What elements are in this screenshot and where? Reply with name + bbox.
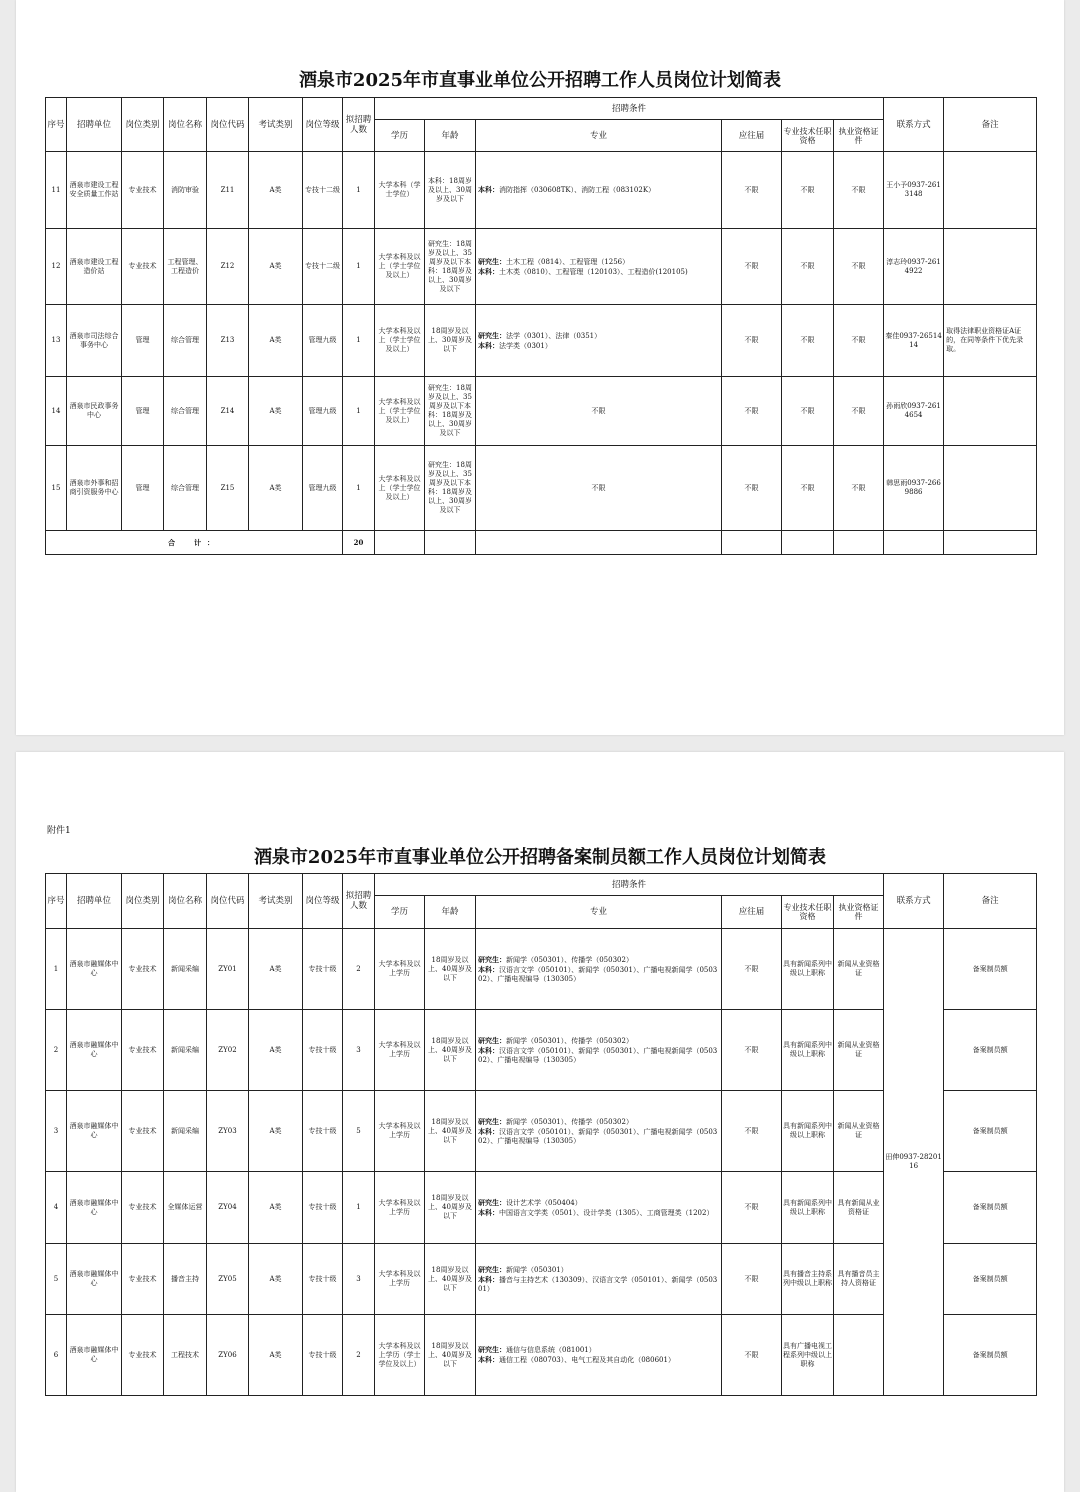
- cell-seq: 13: [46, 305, 67, 377]
- cell-seq: 1: [46, 929, 67, 1010]
- header-exam-type: 考试类别: [249, 874, 303, 929]
- cell-cert: 具有播音员主持人资格证: [834, 1244, 884, 1315]
- cell-exam-type: A类: [249, 446, 303, 531]
- cell-seq: 2: [46, 1010, 67, 1091]
- major-list: 中国语言文学类（0501）、设计学类（1305）、工商管理类（1202）: [499, 1208, 714, 1217]
- cell-title-qual: 具有新闻系列中级以上职称: [782, 929, 834, 1010]
- header-post-name: 岗位名称: [164, 98, 207, 152]
- cell-contact: 秦佳0937-2651414: [884, 305, 944, 377]
- cell-unit: 酒泉市建设工程安全质量工作站: [67, 152, 122, 229]
- cell-unit: 酒泉市融媒体中心: [67, 1091, 122, 1172]
- cell-count: 3: [343, 1010, 375, 1091]
- header-contact: 联系方式: [884, 874, 944, 929]
- cell-seq: 14: [46, 377, 67, 446]
- header-education: 学历: [375, 896, 425, 929]
- cell-age: 18周岁及以上、40周岁及以下: [425, 1010, 476, 1091]
- cell-age: 18周岁及以上、40周岁及以下: [425, 1172, 476, 1244]
- major-line: [478, 1198, 720, 1208]
- major-list: 新闻学（050301）、传播学（050302）: [506, 1117, 633, 1126]
- cell-post-code: ZY02: [207, 1010, 249, 1091]
- cell-remark: 备案制员额: [944, 1315, 1037, 1396]
- cell-count: 1: [343, 152, 375, 229]
- cell-age: 18周岁及以上、30周岁及以下: [425, 305, 476, 377]
- cell-exam-type: A类: [249, 1315, 303, 1396]
- cell-post-code: ZY05: [207, 1244, 249, 1315]
- cell-education: 大学本科及以上（学士学位及以上）: [375, 229, 425, 305]
- cell-cert: 不限: [834, 377, 884, 446]
- cell-contact: 韩思雨0937-2669886: [884, 446, 944, 531]
- cell-age: 18周岁及以上、40周岁及以下: [425, 929, 476, 1010]
- cell-grade: 专技十级: [303, 1315, 343, 1396]
- cell-fresh: 不限: [722, 1091, 782, 1172]
- page-title-2: 酒泉市2025年市直事业单位公开招聘备案制员额工作人员岗位计划简表: [253, 847, 827, 868]
- cell-education: 大学本科（学士学位）: [375, 152, 425, 229]
- major-line: [478, 267, 720, 277]
- cell-count: 1: [343, 305, 375, 377]
- cell-post-name: 综合管理: [164, 305, 207, 377]
- cell-education: 大学本科及以上学历: [375, 929, 425, 1010]
- major-list: 新闻学（050301）、传播学（050302）: [506, 1036, 633, 1045]
- header-cert: 执业资格证件: [834, 896, 884, 929]
- cell-category: 专业技术: [122, 1091, 164, 1172]
- cell-contact: 王小予0937-2613148: [884, 152, 944, 229]
- cell-title-qual: 具有广播电视工程系列中级以上职称: [782, 1315, 834, 1396]
- major-line: [478, 1275, 720, 1294]
- header-grade: 岗位等级: [303, 98, 343, 152]
- cell-exam-type: A类: [249, 929, 303, 1010]
- cell-exam-type: A类: [249, 1244, 303, 1315]
- cell-remark: 备案制员额: [944, 1244, 1037, 1315]
- major-line: [478, 955, 720, 965]
- cell-category: 管理: [122, 446, 164, 531]
- cell-major: [476, 229, 722, 305]
- cell-fresh: 不限: [722, 305, 782, 377]
- cell-education: 大学本科及以上学历: [375, 1010, 425, 1091]
- total-count: 20: [343, 531, 375, 555]
- header-age: 年龄: [425, 120, 476, 152]
- cell-fresh: 不限: [722, 229, 782, 305]
- cell-major: [476, 305, 722, 377]
- table-row: [46, 929, 1037, 1010]
- cell-count: 1: [343, 229, 375, 305]
- cell-title-qual: 具有播音主持系列中级以上职称: [782, 1244, 834, 1315]
- cell-cert: 不限: [834, 229, 884, 305]
- table-row: [46, 229, 1037, 305]
- cell-category: 专业技术: [122, 1172, 164, 1244]
- cell-post-code: ZY03: [207, 1091, 249, 1172]
- cell-post-code: ZY04: [207, 1172, 249, 1244]
- cell-age: 本科：18周岁及以上、30周岁及以下: [425, 152, 476, 229]
- header-fresh: 应往届: [722, 896, 782, 929]
- cell-category: 专业技术: [122, 1315, 164, 1396]
- cell-post-name: 播音主持: [164, 1244, 207, 1315]
- cell-remark: [944, 446, 1037, 531]
- cell-category: 专业技术: [122, 929, 164, 1010]
- cell-grade: 专技十级: [303, 1244, 343, 1315]
- major-degree-label: 本科：: [478, 1126, 499, 1136]
- cell-post-name: 新闻采编: [164, 1010, 207, 1091]
- cell-count: 1: [343, 446, 375, 531]
- major-line: [478, 257, 720, 267]
- cell-seq: 5: [46, 1244, 67, 1315]
- cell-remark: 取得法律职业资格证A证的，在同等条件下优先录取。: [944, 305, 1037, 377]
- cell-unit: 酒泉市融媒体中心: [67, 1172, 122, 1244]
- cell-post-code: Z12: [207, 229, 249, 305]
- major-degree-label: 研究生：: [478, 1345, 506, 1354]
- cell-unit: 酒泉市外事和招商引资服务中心: [67, 446, 122, 531]
- cell-post-name: 综合管理: [164, 377, 207, 446]
- cell-grade: 管理九级: [303, 305, 343, 377]
- major-degree-label: 本科：: [478, 340, 499, 350]
- major-degree-label: 本科：: [478, 1207, 499, 1217]
- header-seq: 序号: [46, 98, 67, 152]
- header-category: 岗位类别: [122, 874, 164, 929]
- cell-exam-type: A类: [249, 1172, 303, 1244]
- cell-title-qual: 不限: [782, 229, 834, 305]
- major-list: 土木工程（0814）、工程管理（1256）: [506, 257, 630, 266]
- cell-title-qual: 具有新闻系列中级以上职称: [782, 1091, 834, 1172]
- header-category: 岗位类别: [122, 98, 164, 152]
- major-line: [478, 1265, 720, 1275]
- header-conditions: 招聘条件: [375, 98, 884, 120]
- cell-title-qual: 具有新闻系列中级以上职称: [782, 1172, 834, 1244]
- cell-cert: 新闻从业资格证: [834, 1010, 884, 1091]
- header-remark: 备注: [944, 98, 1037, 152]
- cell-age: 研究生：18周岁及以上、35周岁及以下本科：18周岁及以上、30周岁及以下: [425, 377, 476, 446]
- cell-age: 研究生：18周岁及以上、35周岁及以下本科：18周岁及以上、30周岁及以下: [425, 446, 476, 531]
- total-row: [46, 531, 1037, 555]
- cell-unit: 酒泉市融媒体中心: [67, 929, 122, 1010]
- major-list: 汉语言文学（050101）、新闻学（050301）、广播电视新闻学（050302）、广播电视编导（130305）: [478, 1127, 718, 1145]
- cell-unit: 酒泉市融媒体中心: [67, 1010, 122, 1091]
- header-unit: 招聘单位: [67, 874, 122, 929]
- major-line: [478, 1345, 720, 1355]
- header-unit: 招聘单位: [67, 98, 122, 152]
- cell-fresh: 不限: [722, 1010, 782, 1091]
- major-line: [478, 331, 720, 341]
- cell-post-code: Z13: [207, 305, 249, 377]
- document-page-2: [16, 752, 1064, 1492]
- cell-cert: 新闻从业资格证: [834, 929, 884, 1010]
- cell-major: [476, 152, 722, 229]
- cell-category: 管理: [122, 377, 164, 446]
- major-list: 土木类（0810）、工程管理（120103）、工程造价(120105): [499, 267, 688, 276]
- header-post-code: 岗位代码: [207, 874, 249, 929]
- header-age: 年龄: [425, 896, 476, 929]
- cell-unit: 酒泉市融媒体中心: [67, 1244, 122, 1315]
- cell-major: [476, 1172, 722, 1244]
- cell-post-name: 工程管理、工程造价: [164, 229, 207, 305]
- cell-major: [476, 1091, 722, 1172]
- cell-grade: 管理九级: [303, 446, 343, 531]
- major-degree-label: 研究生：: [478, 1197, 506, 1207]
- cell-grade: 专技十二级: [303, 152, 343, 229]
- header-fresh: 应往届: [722, 120, 782, 152]
- cell-post-code: ZY01: [207, 929, 249, 1010]
- header-row-1: [46, 874, 1037, 896]
- major-list: 汉语言文学（050101）、新闻学（050301）、广播电视新闻学（050302）、广播电视编导（130305）: [478, 1046, 718, 1064]
- cell-remark: 备案制员额: [944, 1010, 1037, 1091]
- cell-count: 5: [343, 1091, 375, 1172]
- cell-exam-type: A类: [249, 152, 303, 229]
- cell-post-code: ZY06: [207, 1315, 249, 1396]
- cell-cert: [834, 1315, 884, 1396]
- cell-post-name: 综合管理: [164, 446, 207, 531]
- cell-remark: 备案制员额: [944, 1091, 1037, 1172]
- page-title: 酒泉市2025年市直事业单位公开招聘工作人员岗位计划简表: [298, 70, 782, 91]
- major-degree-label: 研究生：: [478, 1035, 506, 1045]
- cell-age: 18周岁及以上、40周岁及以下: [425, 1315, 476, 1396]
- header-exam-type: 考试类别: [249, 98, 303, 152]
- major-line: [478, 341, 720, 351]
- major-degree-label: 本科：: [478, 964, 499, 974]
- major-line: [478, 965, 720, 984]
- cell-major: [476, 1244, 722, 1315]
- major-list: 通信与信息系统（081001）: [506, 1346, 596, 1354]
- cell-post-name: 消防审验: [164, 152, 207, 229]
- header-title-qual: 专业技术任职资格: [782, 896, 834, 929]
- cell-unit: 酒泉市建设工程造价站: [67, 229, 122, 305]
- major-line: [478, 185, 720, 195]
- cell-count: 1: [343, 1172, 375, 1244]
- cell-fresh: 不限: [722, 929, 782, 1010]
- cell-category: 管理: [122, 305, 164, 377]
- major-line: [478, 1127, 720, 1146]
- cell-fresh: 不限: [722, 1244, 782, 1315]
- major-degree-label: 本科：: [478, 266, 499, 276]
- cell-category: 专业技术: [122, 152, 164, 229]
- header-cert: 执业资格证件: [834, 120, 884, 152]
- cell-remark: [944, 229, 1037, 305]
- cell-exam-type: A类: [249, 1010, 303, 1091]
- major-line: [478, 1355, 720, 1365]
- cell-grade: 专技十级: [303, 1172, 343, 1244]
- cell-fresh: 不限: [722, 1172, 782, 1244]
- cell-exam-type: A类: [249, 229, 303, 305]
- cell-major: [476, 1010, 722, 1091]
- position-plan-table: [45, 97, 1037, 555]
- cell-education: 大学本科及以上（学士学位及以上）: [375, 305, 425, 377]
- cell-education: 大学本科及以上学历: [375, 1091, 425, 1172]
- cell-seq: 12: [46, 229, 67, 305]
- cell-seq: 15: [46, 446, 67, 531]
- cell-exam-type: A类: [249, 377, 303, 446]
- major-degree-label: 研究生：: [478, 1116, 506, 1126]
- cell-category: 专业技术: [122, 229, 164, 305]
- cell-unit: 酒泉市民政事务中心: [67, 377, 122, 446]
- cell-post-code: Z14: [207, 377, 249, 446]
- cell-count: 2: [343, 1315, 375, 1396]
- major-line: [478, 1036, 720, 1046]
- cell-cert: 不限: [834, 305, 884, 377]
- major-degree-label: 本科：: [478, 1274, 499, 1284]
- cell-cert: 具有新闻从业资格证: [834, 1172, 884, 1244]
- cell-cert: 不限: [834, 152, 884, 229]
- table-row: [46, 377, 1037, 446]
- cell-post-name: 工程技术: [164, 1315, 207, 1396]
- cell-education: 大学本科及以上学历（学士学位及以上）: [375, 1315, 425, 1396]
- header-education: 学历: [375, 120, 425, 152]
- total-label: 合 计：: [46, 531, 343, 555]
- major-line: [478, 1208, 720, 1218]
- quota-position-table: [45, 873, 1037, 1396]
- header-seq: 序号: [46, 874, 67, 929]
- cell-remark: 备案制员额: [944, 929, 1037, 1010]
- header-post-code: 岗位代码: [207, 98, 249, 152]
- major-degree-label: 本科：: [478, 1355, 499, 1364]
- cell-title-qual: 具有新闻系列中级以上职称: [782, 1010, 834, 1091]
- cell-title-qual: 不限: [782, 446, 834, 531]
- cell-grade: 管理九级: [303, 377, 343, 446]
- cell-major: [476, 929, 722, 1010]
- major-degree-label: 本科：: [478, 185, 499, 194]
- major-degree-label: 研究生：: [478, 256, 506, 266]
- cell-post-name: 新闻采编: [164, 1091, 207, 1172]
- cell-contact: 淳志玲0937-2614922: [884, 229, 944, 305]
- cell-education: 大学本科及以上（学士学位及以上）: [375, 377, 425, 446]
- header-contact: 联系方式: [884, 98, 944, 152]
- cell-seq: 11: [46, 152, 67, 229]
- table-row: [46, 305, 1037, 377]
- cell-remark: [944, 152, 1037, 229]
- major-list: 汉语言文学（050101）、新闻学（050301）、广播电视新闻学（050302）、广播电视编导（130305）: [478, 965, 718, 983]
- header-remark: 备注: [944, 874, 1037, 929]
- header-grade: 岗位等级: [303, 874, 343, 929]
- cell-category: 专业技术: [122, 1010, 164, 1091]
- header-post-name: 岗位名称: [164, 874, 207, 929]
- cell-cert: 新闻从业资格证: [834, 1091, 884, 1172]
- major-degree-label: 研究生：: [478, 330, 506, 340]
- cell-title-qual: 不限: [782, 305, 834, 377]
- major-list: 播音与主持艺术（130309）、汉语言文学（050101）、新闻学（050301）: [478, 1275, 718, 1293]
- cell-unit: 酒泉市司法综合事务中心: [67, 305, 122, 377]
- cell-count: 2: [343, 929, 375, 1010]
- attachment-label: 附件1: [47, 826, 71, 836]
- cell-contact: 孙雨欣0937-2614654: [884, 377, 944, 446]
- cell-title-qual: 不限: [782, 377, 834, 446]
- cell-count: 1: [343, 377, 375, 446]
- cell-seq: 4: [46, 1172, 67, 1244]
- header-major: 专业: [476, 896, 722, 929]
- document-page-1: [16, 0, 1064, 735]
- cell-category: 专业技术: [122, 1244, 164, 1315]
- header-title-qual: 专业技术任职资格: [782, 120, 834, 152]
- cell-count: 3: [343, 1244, 375, 1315]
- cell-exam-type: A类: [249, 305, 303, 377]
- header-conditions: 招聘条件: [375, 874, 884, 896]
- major-list: 法学（0301）、法律（0351）: [506, 331, 602, 340]
- cell-major: 不限: [476, 377, 722, 446]
- table-row: [46, 152, 1037, 229]
- cell-age: 18周岁及以上、40周岁及以下: [425, 1244, 476, 1315]
- header-count: 拟招聘人数: [343, 98, 375, 152]
- cell-seq: 6: [46, 1315, 67, 1396]
- header-row-1: [46, 98, 1037, 120]
- cell-exam-type: A类: [249, 1091, 303, 1172]
- cell-post-name: 全媒体运营: [164, 1172, 207, 1244]
- major-list: 通信工程（080703）、电气工程及其自动化（080601）: [499, 1356, 675, 1364]
- major-list: 消防指挥（030608TK）、消防工程（083102K）: [499, 186, 656, 194]
- cell-remark: [944, 377, 1037, 446]
- major-degree-label: 本科：: [478, 1045, 499, 1055]
- cell-unit: 酒泉市融媒体中心: [67, 1315, 122, 1396]
- cell-fresh: 不限: [722, 1315, 782, 1396]
- cell-fresh: 不限: [722, 446, 782, 531]
- cell-post-name: 新闻采编: [164, 929, 207, 1010]
- cell-education: 大学本科及以上（学士学位及以上）: [375, 446, 425, 531]
- cell-grade: 专技十级: [303, 929, 343, 1010]
- cell-cert: 不限: [834, 446, 884, 531]
- header-count: 拟招聘人数: [343, 874, 375, 929]
- cell-major: 不限: [476, 446, 722, 531]
- cell-fresh: 不限: [722, 152, 782, 229]
- table-row: [46, 446, 1037, 531]
- cell-grade: 专技十二级: [303, 229, 343, 305]
- cell-title-qual: 不限: [782, 152, 834, 229]
- major-list: 法学类（0301）: [499, 341, 552, 350]
- major-degree-label: 研究生：: [478, 954, 506, 964]
- major-list: 新闻学（050301）: [506, 1265, 568, 1274]
- major-degree-label: 研究生：: [478, 1264, 506, 1274]
- cell-contact-merged: 田伸0937-2820116: [884, 929, 944, 1396]
- cell-post-code: Z11: [207, 152, 249, 229]
- cell-remark: 备案制员额: [944, 1172, 1037, 1244]
- cell-fresh: 不限: [722, 377, 782, 446]
- major-list: 设计艺术学（050404）: [506, 1198, 582, 1207]
- cell-age: 18周岁及以上、40周岁及以下: [425, 1091, 476, 1172]
- major-list: 新闻学（050301）、传播学（050302）: [506, 955, 633, 964]
- cell-education: 大学本科及以上学历: [375, 1244, 425, 1315]
- cell-post-code: Z15: [207, 446, 249, 531]
- major-line: [478, 1046, 720, 1065]
- cell-grade: 专技十级: [303, 1010, 343, 1091]
- major-line: [478, 1117, 720, 1127]
- cell-education: 大学本科及以上学历: [375, 1172, 425, 1244]
- cell-major: [476, 1315, 722, 1396]
- header-major: 专业: [476, 120, 722, 152]
- cell-grade: 专技十级: [303, 1091, 343, 1172]
- cell-age: 研究生：18周岁及以上、35周岁及以下本科：18周岁及以上、30周岁及以下: [425, 229, 476, 305]
- cell-seq: 3: [46, 1091, 67, 1172]
